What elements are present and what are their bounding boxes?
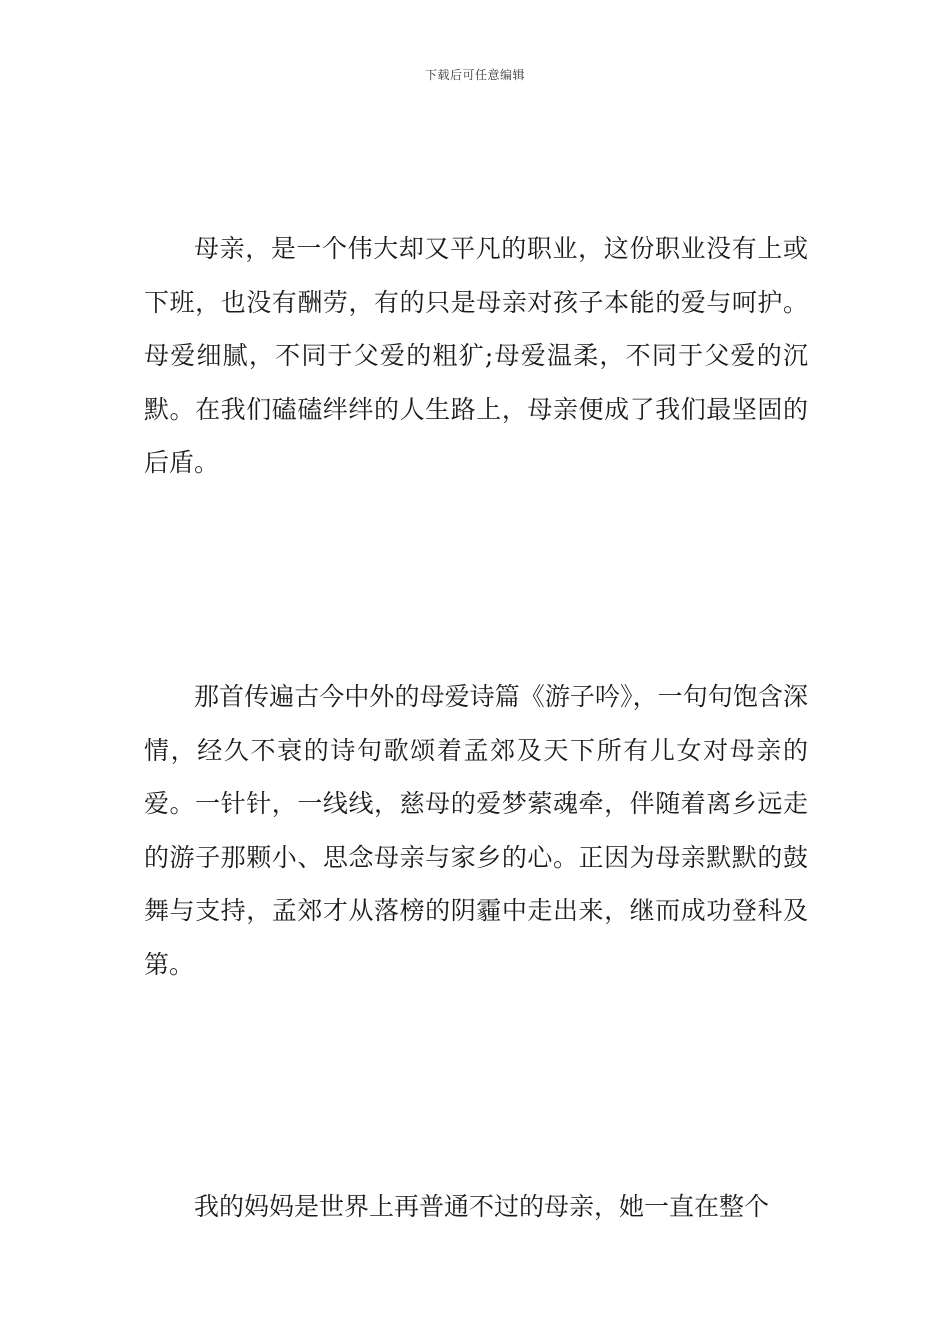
header-note: 下载后可任意编辑 bbox=[424, 68, 525, 82]
paragraph-2: 那首传遍古今中外的母爱诗篇《游子吟》，一句句饱含深情，经久不衰的诗句歌颂着孟郊及天下所有儿女对母亲的爱。一针针，一线线，慈母的爱梦萦魂牵，伴随着离乡远走的游子那颗小、思念母亲与家乡的心。正因为母亲默默的鼓舞与支持，孟郊才从落榜的阴霾中走出来，继而成功登科及第。 bbox=[144, 682, 808, 979]
paragraph-1: 母亲，是一个伟大却又平凡的职业，这份职业没有上或下班，也没有酬劳，有的只是母亲对孩子本能的爱与呵护。母爱细腻，不同于父爱的粗犷;母爱温柔，不同于父爱的沉默。在我们磕磕绊绊的人生路上，母亲便成了我们最坚固的后盾。 bbox=[144, 234, 808, 477]
paragraph-3: 我的妈妈是世界上再普通不过的母亲，她一直在整个 bbox=[194, 1192, 770, 1221]
